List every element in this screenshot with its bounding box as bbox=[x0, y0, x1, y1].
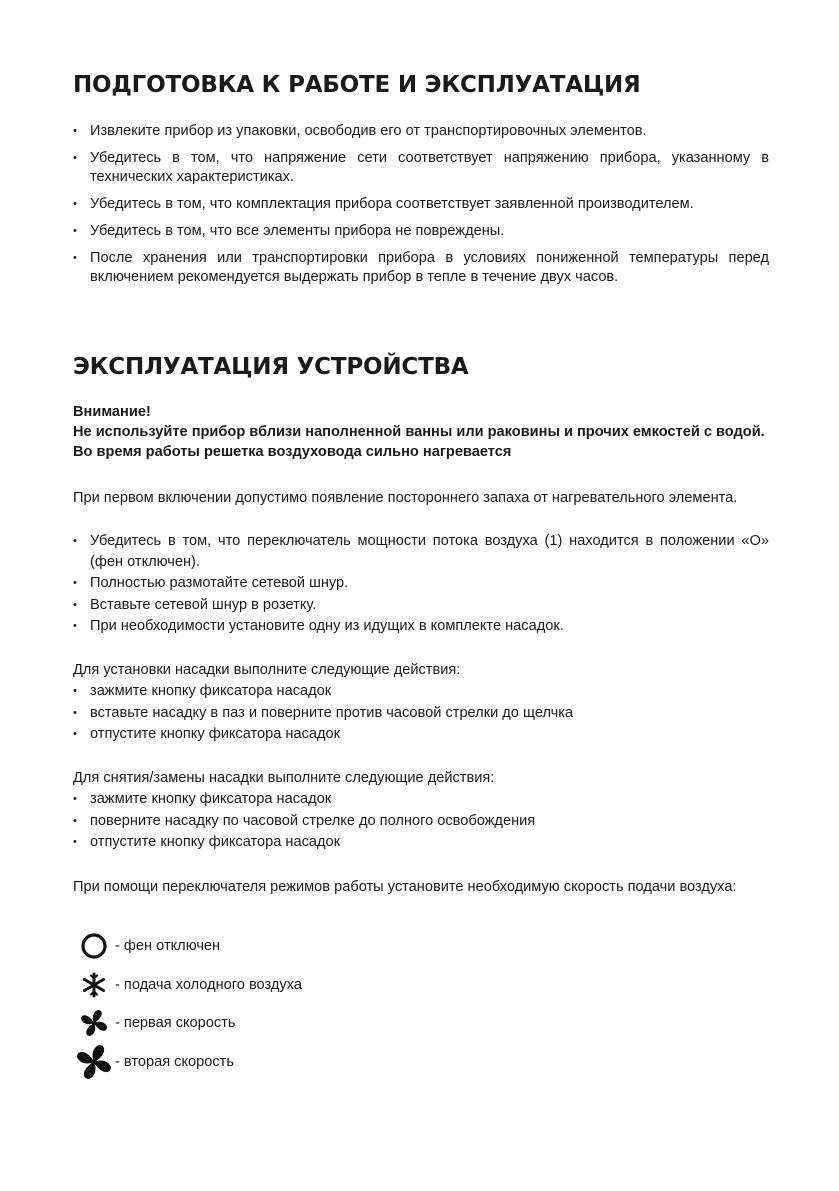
remove-steps-list bbox=[73, 789, 769, 854]
list-item: • поверните насадку по часовой стрелке до полного освобождения bbox=[73, 811, 769, 833]
list-item: • Убедитесь в том, что комплектация прибора соответствует заявленной производителем. bbox=[73, 195, 769, 214]
list-item: • Извлеките прибор из упаковки, освободив его от транспортировочных элементов. bbox=[73, 122, 769, 141]
preparation-list bbox=[73, 122, 769, 295]
mode-label: - подача холодного воздуха bbox=[115, 977, 302, 993]
warning-title: Внимание! bbox=[73, 404, 151, 420]
mode-label: - первая скорость bbox=[115, 1015, 236, 1031]
mode-speed-2 bbox=[73, 1046, 234, 1078]
off-circle-icon bbox=[73, 930, 115, 962]
snowflake-icon bbox=[73, 969, 115, 1001]
section-title-operation: ЭКСПЛУАТАЦИЯ УСТРОЙСТВА bbox=[73, 354, 469, 380]
warning-text: Не используйте прибор вблизи наполненной ванны или раковины и прочих емкостей с водой. Во время работы решетка воздуховода сильно нагревается bbox=[73, 424, 765, 460]
modes-intro: При помощи переключателя режимов работы установите необходимую скорость подачи воздуха: bbox=[73, 879, 737, 895]
remove-title: Для снятия/замены насадки выполните следующие действия: bbox=[73, 770, 495, 786]
section-title-preparation: ПОДГОТОВКА К РАБОТЕ И ЭКСПЛУАТАЦИЯ bbox=[73, 72, 641, 98]
list-item: • вставьте насадку в паз и поверните против часовой стрелки до щелчка bbox=[73, 703, 769, 725]
list-item: • Полностью размотайте сетевой шнур. bbox=[73, 573, 769, 594]
list-item: • зажмите кнопку фиксатора насадок bbox=[73, 681, 769, 703]
intro-paragraph: При первом включении допустимо появление постороннего запаха от нагревательного элемента. bbox=[73, 490, 738, 506]
steps-list bbox=[73, 531, 769, 638]
warning-block bbox=[73, 402, 769, 462]
list-item: • Убедитесь в том, что напряжение сети соответствует напряжению прибора, указанному в технических характеристиках. bbox=[73, 149, 769, 187]
list-item: • Убедитесь в том, что переключатель мощности потока воздуха (1) находится в положении «О» (фен отключен). bbox=[73, 531, 769, 572]
mode-label: - фен отключен bbox=[115, 938, 221, 954]
list-item: • После хранения или транспортировки прибора в условиях пониженной температуры перед включением рекомендуется выдержать прибор в тепле в течение двух часов. bbox=[73, 249, 769, 287]
list-item: • отпустите кнопку фиксатора насадок bbox=[73, 832, 769, 854]
list-item: • Вставьте сетевой шнур в розетку. bbox=[73, 595, 769, 616]
mode-off bbox=[73, 930, 220, 962]
mode-cold bbox=[73, 969, 302, 1001]
install-steps-list bbox=[73, 681, 769, 746]
fan-small-icon bbox=[73, 1007, 115, 1039]
mode-speed-1 bbox=[73, 1007, 236, 1039]
list-item: • При необходимости установите одну из идущих в комплекте насадок. bbox=[73, 616, 769, 637]
list-item: • Убедитесь в том, что все элементы прибора не повреждены. bbox=[73, 222, 769, 241]
fan-large-icon bbox=[73, 1046, 115, 1078]
mode-label: - вторая скорость bbox=[115, 1054, 234, 1070]
list-item: • зажмите кнопку фиксатора насадок bbox=[73, 789, 769, 811]
install-title: Для установки насадки выполните следующие действия: bbox=[73, 662, 461, 678]
list-item: • отпустите кнопку фиксатора насадок bbox=[73, 724, 769, 746]
